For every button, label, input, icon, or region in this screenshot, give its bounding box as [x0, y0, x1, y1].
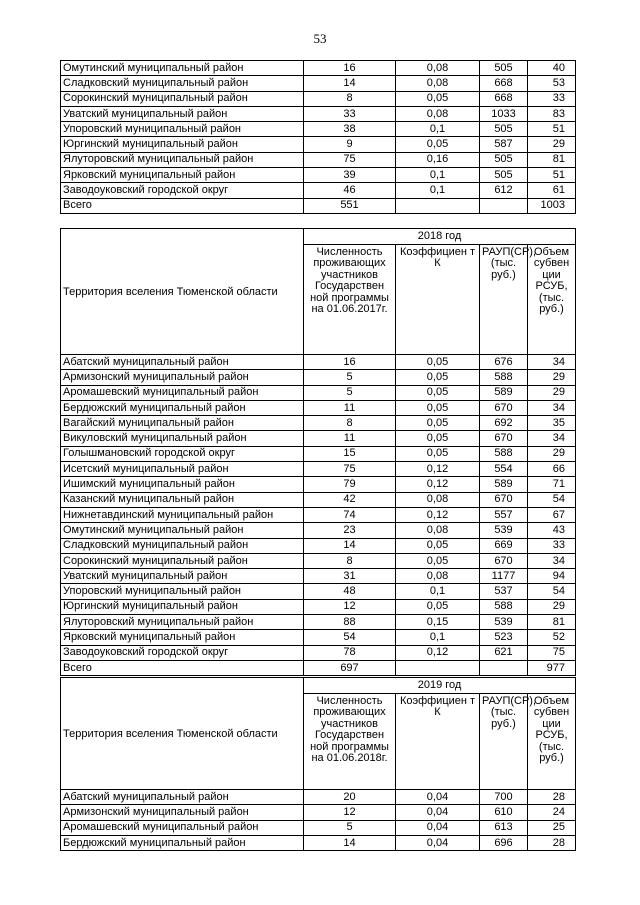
coef-cell: 0,05	[396, 137, 480, 152]
volume-cell: 81	[528, 615, 576, 630]
table-row	[61, 370, 576, 385]
table-row	[61, 91, 576, 106]
count-cell: 8	[304, 91, 396, 106]
table-row	[61, 416, 576, 431]
volume-cell: 54	[528, 584, 576, 599]
coef-cell: 0,05	[396, 385, 480, 400]
coef-cell: 0,05	[396, 553, 480, 568]
territory-cell: Ялуторовский муниципальный район	[61, 152, 304, 167]
raup-cell: 523	[480, 630, 528, 645]
volume-cell: 54	[528, 492, 576, 507]
volume-cell: 71	[528, 477, 576, 492]
coef-cell: 0,1	[396, 630, 480, 645]
volume-cell: 34	[528, 400, 576, 415]
territory-cell: Бердюжский муниципальный район	[61, 835, 304, 850]
raup-cell: 621	[480, 645, 528, 660]
count-cell: 14	[304, 835, 396, 850]
territory-cell: Заводоуковский городской округ	[61, 183, 304, 198]
territory-cell: Уватский муниципальный район	[61, 106, 304, 121]
table-row	[61, 168, 576, 183]
table-row	[61, 538, 576, 553]
territory-cell: Заводоуковский городской округ	[61, 645, 304, 660]
coef-cell: 0,05	[396, 599, 480, 614]
count-cell: 23	[304, 523, 396, 538]
count-cell: 38	[304, 122, 396, 137]
table-row	[61, 507, 576, 522]
volume-cell: 29	[528, 599, 576, 614]
territory-cell: Юргинский муниципальный район	[61, 599, 304, 614]
volume-header: Объем субвен ции РСУБ, (тыс. руб.)	[528, 694, 576, 790]
territory-cell: Ялуторовский муниципальный район	[61, 615, 304, 630]
table-row	[61, 553, 576, 568]
count-header: Численность проживающих участников Государствен ной программы на 01.06.2018г.	[304, 694, 396, 790]
table-row	[61, 152, 576, 167]
volume-cell: 40	[528, 61, 576, 76]
table-body	[61, 355, 576, 676]
count-cell: 39	[304, 168, 396, 183]
coef-cell: 0,12	[396, 477, 480, 492]
coef-cell: 0,12	[396, 645, 480, 660]
year-header: 2018 год	[304, 229, 576, 245]
volume-cell: 29	[528, 137, 576, 152]
count-cell: 33	[304, 106, 396, 121]
territory-cell: Сладковский муниципальный район	[61, 76, 304, 91]
raup-header: РАУП(СР), (тыс. руб.)	[480, 694, 528, 790]
total-row	[61, 660, 576, 675]
volume-cell: 29	[528, 385, 576, 400]
raup-cell: 587	[480, 137, 528, 152]
volume-cell: 75	[528, 645, 576, 660]
table-row	[61, 61, 576, 76]
count-cell: 697	[304, 660, 396, 675]
raup-cell: 588	[480, 446, 528, 461]
coef-cell: 0,1	[396, 183, 480, 198]
volume-cell: 25	[528, 820, 576, 835]
territory-cell: Омутинский муниципальный район	[61, 61, 304, 76]
coef-cell: 0,12	[396, 462, 480, 477]
coef-cell: 0,08	[396, 61, 480, 76]
count-cell: 78	[304, 645, 396, 660]
territory-cell: Аромашевский муниципальный район	[61, 820, 304, 835]
count-header: Численность проживающих участников Государствен ной программы на 01.06.2017г.	[304, 245, 396, 355]
coef-cell: 0,05	[396, 355, 480, 370]
raup-cell: 692	[480, 416, 528, 431]
table-row	[61, 790, 576, 805]
table-2019	[60, 677, 576, 851]
territory-cell: Омутинский муниципальный район	[61, 523, 304, 538]
raup-cell	[480, 198, 528, 213]
table-row	[61, 615, 576, 630]
coef-cell: 0,05	[396, 431, 480, 446]
territory-cell: Сорокинский муниципальный район	[61, 553, 304, 568]
volume-cell: 34	[528, 553, 576, 568]
count-cell: 16	[304, 61, 396, 76]
raup-cell: 670	[480, 492, 528, 507]
volume-cell: 81	[528, 152, 576, 167]
count-cell: 75	[304, 152, 396, 167]
volume-cell: 33	[528, 91, 576, 106]
territory-cell: Голышмановский городской округ	[61, 446, 304, 461]
coef-cell: 0,08	[396, 76, 480, 91]
volume-cell: 29	[528, 446, 576, 461]
raup-cell: 539	[480, 523, 528, 538]
coef-cell: 0,08	[396, 492, 480, 507]
volume-cell: 34	[528, 355, 576, 370]
volume-cell: 61	[528, 183, 576, 198]
raup-cell: 676	[480, 355, 528, 370]
territory-cell: Уватский муниципальный район	[61, 569, 304, 584]
count-cell: 12	[304, 805, 396, 820]
raup-cell: 668	[480, 76, 528, 91]
territory-cell: Всего	[61, 198, 304, 213]
table-row	[61, 599, 576, 614]
territory-cell: Бердюжский муниципальный район	[61, 400, 304, 415]
coef-cell: 0,04	[396, 805, 480, 820]
coef-cell: 0,1	[396, 122, 480, 137]
volume-cell: 33	[528, 538, 576, 553]
territory-header: Территория вселения Тюменской области	[61, 229, 304, 355]
territory-cell: Вагайский муниципальный район	[61, 416, 304, 431]
coef-cell: 0,05	[396, 538, 480, 553]
count-cell: 74	[304, 507, 396, 522]
territory-cell: Казанский муниципальный район	[61, 492, 304, 507]
raup-cell: 505	[480, 61, 528, 76]
count-cell: 54	[304, 630, 396, 645]
table-row	[61, 76, 576, 91]
coef-cell: 0,1	[396, 168, 480, 183]
coef-cell: 0,08	[396, 106, 480, 121]
raup-cell: 588	[480, 370, 528, 385]
total-row	[61, 198, 576, 213]
coef-cell: 0,04	[396, 820, 480, 835]
table-row	[61, 122, 576, 137]
coef-cell: 0,16	[396, 152, 480, 167]
coef-cell: 0,05	[396, 400, 480, 415]
table-row	[61, 630, 576, 645]
volume-cell: 51	[528, 168, 576, 183]
raup-header: РАУП(СР), (тыс. руб.)	[480, 245, 528, 355]
territory-cell: Нижнетавдинский муниципальный район	[61, 507, 304, 522]
raup-cell: 537	[480, 584, 528, 599]
table-row	[61, 477, 576, 492]
volume-cell: 52	[528, 630, 576, 645]
raup-cell: 589	[480, 477, 528, 492]
raup-cell: 670	[480, 431, 528, 446]
year-header: 2019 год	[304, 678, 576, 694]
table-2017-continued	[60, 60, 576, 214]
count-cell: 8	[304, 416, 396, 431]
coef-cell: 0,05	[396, 416, 480, 431]
coef-cell: 0,12	[396, 507, 480, 522]
coef-header: Коэффициен т К	[396, 694, 480, 790]
raup-cell: 612	[480, 183, 528, 198]
volume-cell: 43	[528, 523, 576, 538]
table-row	[61, 183, 576, 198]
raup-cell: 539	[480, 615, 528, 630]
territory-cell: Абатский муниципальный район	[61, 355, 304, 370]
volume-cell: 28	[528, 835, 576, 850]
volume-cell: 51	[528, 122, 576, 137]
count-cell: 5	[304, 370, 396, 385]
raup-cell: 1177	[480, 569, 528, 584]
territory-cell: Аромашевский муниципальный район	[61, 385, 304, 400]
count-cell: 79	[304, 477, 396, 492]
coef-cell: 0,04	[396, 835, 480, 850]
raup-cell	[480, 660, 528, 675]
coef-cell: 0,05	[396, 91, 480, 106]
table-row	[61, 645, 576, 660]
territory-cell: Армизонский муниципальный район	[61, 370, 304, 385]
territory-cell: Упоровский муниципальный район	[61, 584, 304, 599]
table-row	[61, 569, 576, 584]
table-row	[61, 355, 576, 370]
table-body	[61, 790, 576, 851]
raup-cell: 557	[480, 507, 528, 522]
volume-cell: 1003	[528, 198, 576, 213]
table-row	[61, 431, 576, 446]
territory-cell: Ярковский муниципальный район	[61, 630, 304, 645]
volume-cell: 977	[528, 660, 576, 675]
volume-cell: 24	[528, 805, 576, 820]
count-cell: 11	[304, 431, 396, 446]
volume-cell: 67	[528, 507, 576, 522]
count-cell: 88	[304, 615, 396, 630]
count-cell: 14	[304, 538, 396, 553]
raup-cell: 669	[480, 538, 528, 553]
coef-cell: 0,04	[396, 790, 480, 805]
table-row	[61, 385, 576, 400]
territory-cell: Упоровский муниципальный район	[61, 122, 304, 137]
table-2018	[60, 228, 576, 676]
raup-cell: 554	[480, 462, 528, 477]
table-row	[61, 492, 576, 507]
raup-cell: 505	[480, 122, 528, 137]
volume-cell: 83	[528, 106, 576, 121]
count-cell: 48	[304, 584, 396, 599]
table-row	[61, 584, 576, 599]
raup-cell: 505	[480, 168, 528, 183]
territory-cell: Викуловский муниципальный район	[61, 431, 304, 446]
count-cell: 5	[304, 385, 396, 400]
territory-cell: Сорокинский муниципальный район	[61, 91, 304, 106]
volume-cell: 28	[528, 790, 576, 805]
count-cell: 15	[304, 446, 396, 461]
raup-cell: 670	[480, 400, 528, 415]
coef-cell: 0,15	[396, 615, 480, 630]
territory-cell: Всего	[61, 660, 304, 675]
count-cell: 8	[304, 553, 396, 568]
table-row	[61, 137, 576, 152]
raup-cell: 696	[480, 835, 528, 850]
coef-cell: 0,08	[396, 569, 480, 584]
page-number: 53	[313, 31, 327, 46]
volume-cell: 94	[528, 569, 576, 584]
count-cell: 11	[304, 400, 396, 415]
volume-cell: 66	[528, 462, 576, 477]
count-cell: 20	[304, 790, 396, 805]
table-row	[61, 446, 576, 461]
territory-cell: Юргинский муниципальный район	[61, 137, 304, 152]
raup-cell: 505	[480, 152, 528, 167]
table-row	[61, 820, 576, 835]
table-row	[61, 462, 576, 477]
raup-cell: 588	[480, 599, 528, 614]
count-cell: 31	[304, 569, 396, 584]
territory-header: Территория вселения Тюменской области	[61, 678, 304, 790]
table-row	[61, 400, 576, 415]
territory-cell: Армизонский муниципальный район	[61, 805, 304, 820]
volume-cell: 29	[528, 370, 576, 385]
count-cell: 14	[304, 76, 396, 91]
territory-cell: Исетский муниципальный район	[61, 462, 304, 477]
raup-cell: 670	[480, 553, 528, 568]
volume-header: Объем субвен ции РСУБ, (тыс. руб.)	[528, 245, 576, 355]
count-cell: 9	[304, 137, 396, 152]
count-cell: 42	[304, 492, 396, 507]
count-cell: 46	[304, 183, 396, 198]
table-row	[61, 106, 576, 121]
territory-cell: Сладковский муниципальный район	[61, 538, 304, 553]
raup-cell: 589	[480, 385, 528, 400]
volume-cell: 34	[528, 431, 576, 446]
volume-cell: 53	[528, 76, 576, 91]
count-cell: 5	[304, 820, 396, 835]
coef-cell: 0,05	[396, 370, 480, 385]
count-cell: 16	[304, 355, 396, 370]
table-body	[61, 61, 576, 214]
raup-cell: 700	[480, 790, 528, 805]
coef-cell	[396, 660, 480, 675]
count-cell: 551	[304, 198, 396, 213]
volume-cell: 35	[528, 416, 576, 431]
territory-cell: Ишимский муниципальный район	[61, 477, 304, 492]
coef-header: Коэффициен т К	[396, 245, 480, 355]
territory-cell: Ярковский муниципальный район	[61, 168, 304, 183]
territory-cell: Абатский муниципальный район	[61, 790, 304, 805]
coef-cell: 0,08	[396, 523, 480, 538]
count-cell: 75	[304, 462, 396, 477]
table-row	[61, 835, 576, 850]
raup-cell: 613	[480, 820, 528, 835]
table-row	[61, 523, 576, 538]
coef-cell	[396, 198, 480, 213]
count-cell: 12	[304, 599, 396, 614]
table-row	[61, 805, 576, 820]
raup-cell: 610	[480, 805, 528, 820]
coef-cell: 0,05	[396, 446, 480, 461]
raup-cell: 1033	[480, 106, 528, 121]
coef-cell: 0,1	[396, 584, 480, 599]
raup-cell: 668	[480, 91, 528, 106]
